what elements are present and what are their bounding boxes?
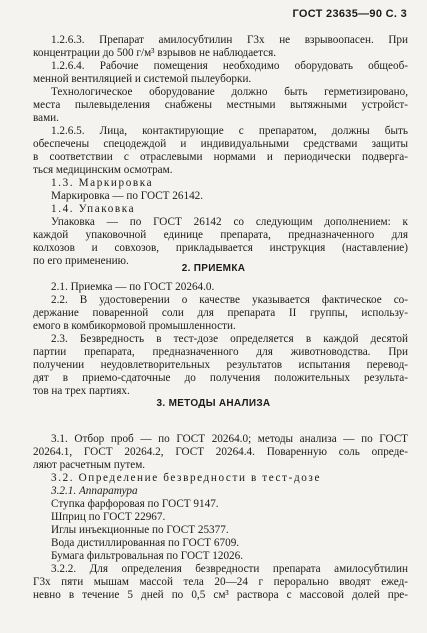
text-line: получении неудовлетворительных результатов испытания перевод- [33,359,408,371]
text-line: ляют расчетным путем. [33,459,146,471]
text-line: Упаковка — по ГОСТ 26142 со следующим дополнением: к [51,216,408,228]
text-line: Вода дистиллированная по ГОСТ 6709. [51,537,240,549]
text-line: Ступка фарфоровая по ГОСТ 9147. [51,498,219,510]
text-line: держание поваренной соли для препарата II группы, использу- [33,307,408,319]
text-line: 3.1. Отбор проб — по ГОСТ 20264.0; методы анализа — по ГОСТ [51,433,408,445]
text-line: каждой упаковочной единице препарата, предназначенного для [33,229,408,241]
text-line: места пылевыделения снабжены местными вытяжными устройст- [33,99,408,111]
subsection-heading: 1.3. Маркировка [51,177,154,189]
text-line: невно в течение 5 дней по 0,5 см³ раствора с массовой долей пре- [33,589,408,601]
text-line: 1.2.6.5. Лица, контактирующие с препаратом, должны быть [51,125,408,137]
text-line: 20264.1, ГОСТ 20264.2, ГОСТ 20264.4. Поваренную соль опреде- [33,446,408,458]
text-line: 3.2.2. Для определения безвредности препарата амилосубтилин [51,563,408,575]
text-line: 1.2.6.4. Рабочие помещения необходимо оборудовать общеоб- [51,60,408,72]
text-line: менной вентиляцией и системой пылеуборки. [33,73,252,85]
text-line: Бумага фильтровальная по ГОСТ 12026. [51,550,244,562]
text-line: 2.3. Безвредность в тест-дозе определяется в каждой десятой [51,333,408,345]
subsection-heading: 3.2. Определение безвредности в тест-дозе [51,472,322,484]
text-line: ться медицинским осмотрам. [33,164,173,176]
text-line: Г3х пяти мышам массой тела 20—24 г перорально вводят ежед- [33,576,408,588]
text-line: тов на трех партиях. [33,385,130,397]
section-title: 2. ПРИЕМКА [181,263,246,274]
text-line: 1.2.6.3. Препарат амилосубтилин Г3х не взрывоопасен. При [51,34,408,46]
text-line: партии препарата, предназначенного для животноводства. При [33,346,408,358]
text-line: емого в комбикормовой промышленности. [33,320,236,332]
text-line: Маркировка — по ГОСТ 26142. [51,190,204,202]
page-header: ГОСТ 23635—90 С. 3 [292,8,407,20]
text-line: концентрации до 500 г/м³ взрывов не наблюдается. [33,47,277,59]
section-title: 3. МЕТОДЫ АНАЛИЗА [156,398,271,409]
text-line: вами. [33,112,59,124]
text-line: 2.1. Приемка — по ГОСТ 20264.0. [51,281,215,293]
text-line: дят в приемо-сдаточные до получения положительных результа- [33,372,408,384]
text-line: Шприц по ГОСТ 22967. [51,511,166,523]
text-line: колхозов и совхозов, прикладывается инструкция (наставление) [33,242,408,254]
subsection-heading: 1.4. Упаковка [51,203,136,215]
text-line: в соответствии с отраслевыми нормами и периодически подверга- [33,151,408,163]
subsection-heading: 3.2.1. Аппаратура [51,485,138,497]
text-line: Иглы инъекционные по ГОСТ 25377. [51,524,229,536]
text-line: 2.2. В удостоверении о качестве указывается фактическое со- [51,294,408,306]
text-line: Технологическое оборудование должно быть герметизировано, [51,86,408,98]
text-line: обеспечены спецодеждой и индивидуальными средствами защиты [33,138,408,150]
text-line: по его применению. [33,255,129,267]
